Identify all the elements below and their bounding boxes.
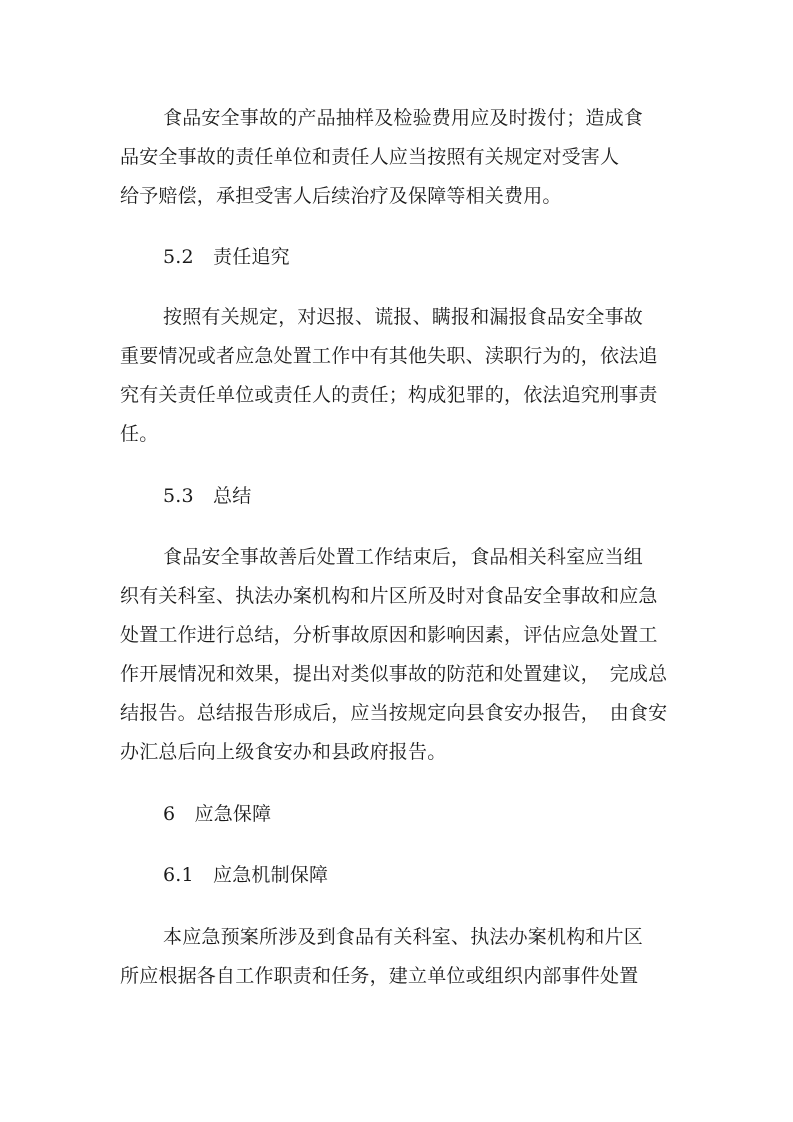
paragraph-line: 按照有关规定，对迟报、谎报、瞒报和漏报食品安全事故 [163, 306, 644, 328]
paragraph-line: 重要情况或者应急处置工作中有其他失职、渎职行为的，依法追 [120, 345, 658, 367]
paragraph-line: 结报告。总结报告形成后，应当按规定向县食安办报告， 由食安 [120, 702, 668, 724]
paragraph-line: 织有关科室、执法办案机构和片区所及时对食品安全事故和应急 [120, 585, 658, 607]
section-heading-5-2: 5.2 责任追究 [163, 246, 290, 268]
section-heading-6: 6 应急保障 [163, 803, 272, 825]
section-heading-6-1: 6.1 应急机制保障 [163, 864, 329, 886]
paragraph-line: 究有关责任单位或责任人的责任；构成犯罪的，依法追究刑事责 [120, 384, 658, 406]
paragraph-line: 任。 [120, 423, 159, 445]
paragraph-line: 办汇总后向上级食安办和县政府报告。 [120, 741, 447, 763]
paragraph-line: 本应急预案所涉及到食品有关科室、执法办案机构和片区 [163, 926, 644, 948]
paragraph-line: 作开展情况和效果，提出对类似事故的防范和处置建议， 完成总 [120, 663, 668, 685]
paragraph-line: 处置工作进行总结，分析事故原因和影响因素，评估应急处置工 [120, 624, 658, 646]
paragraph-line: 给予赔偿，承担受害人后续治疗及保障等相关费用。 [120, 185, 562, 207]
paragraph-line: 所应根据各自工作职责和任务，建立单位或组织内部事件处置 [120, 965, 639, 987]
paragraph-line: 食品安全事故善后处置工作结束后，食品相关科室应当组 [163, 546, 644, 568]
paragraph-line: 食品安全事故的产品抽样及检验费用应及时拨付；造成食 [163, 107, 644, 129]
paragraph-line: 品安全事故的责任单位和责任人应当按照有关规定对受害人 [120, 146, 620, 168]
section-heading-5-3: 5.3 总结 [163, 485, 252, 507]
